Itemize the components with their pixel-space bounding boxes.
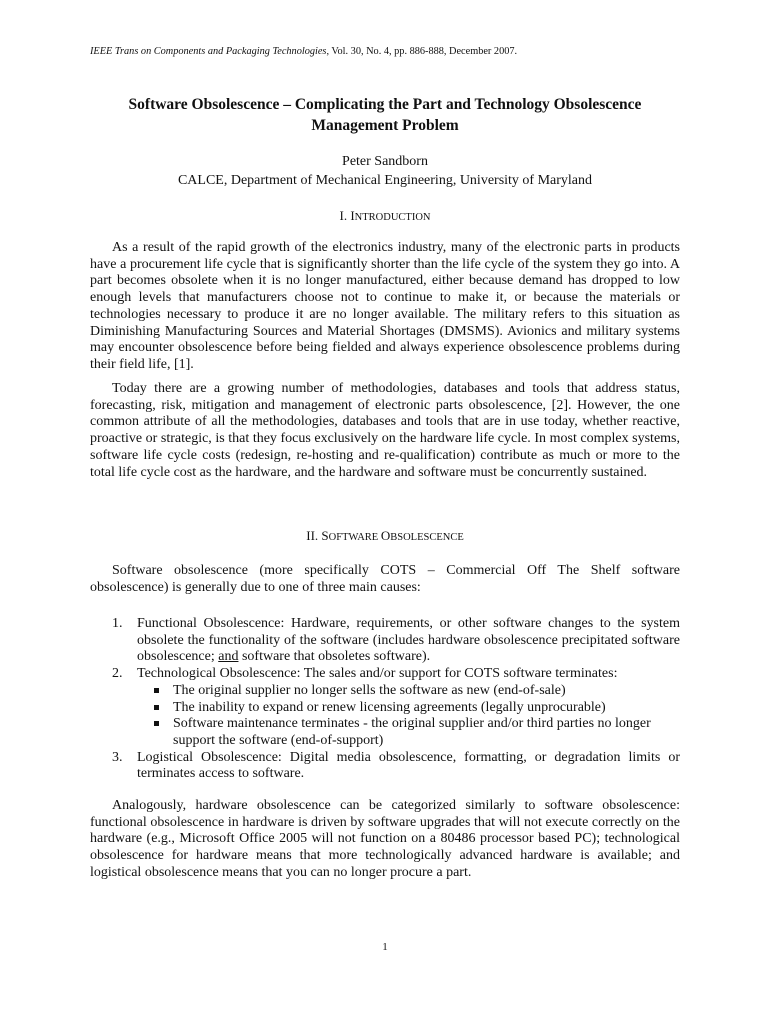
paragraph-intro-1 <box>90 240 680 374</box>
causes-list <box>90 616 680 783</box>
title-line-2: Management Problem <box>311 117 459 134</box>
square-bullet-icon <box>154 688 159 693</box>
list-item <box>90 666 680 750</box>
section-heading-introduction <box>90 208 680 226</box>
bullet-item <box>137 700 680 717</box>
section-second-letter: O <box>380 528 391 543</box>
paragraph-text: Software obsolescence (more specifically COTS – Commercial Off The Shelf software obsolescence) is generally due to one of three main causes: <box>90 563 680 595</box>
paragraph-text: Today there are a growing number of methodologies, databases and tools that address status, forecasting, risk, mitigation and management of electronic parts obsolescence, [2]. However, the one common attribute of all the methodologies, databases and tools that are in use today, whether reactive, proactive or strategic, is that they focus exclusively on the hardware life cycle. In most complex systems, software life cycle costs (redesign, re-hosting and re-qualification) contribute as much or more to the total life cycle cost as the hardware, and the hardware and software must be concurrently sustained. <box>90 381 680 480</box>
bullet-text: Software maintenance terminates - the original supplier and/or third parties no longer support the software (end-of-support) <box>173 716 651 748</box>
section-rest: NTRODUCTION <box>354 212 431 223</box>
citation-details: , Vol. 30, No. 4, pp. 886-888, December 2007. <box>326 46 518 57</box>
section-first-letter: S <box>321 528 329 543</box>
section-first-letter: I <box>350 208 355 223</box>
list-text: Logistical Obsolescence: Digital media obsolescence, formatting, or degradation limits or terminates access to software. <box>137 749 680 782</box>
title-line-1: Software Obsolescence – Complicating the Part and Technology Obsolescence <box>128 96 642 113</box>
section-number: II. <box>306 528 322 543</box>
paragraph-software-1 <box>90 563 680 596</box>
bullet-text: The inability to expand or renew licensing agreements (legally unprocurable) <box>173 699 606 715</box>
list-text-after: software that obsoletes software). <box>238 649 431 665</box>
journal-name: IEEE Trans on Components and Packaging Technologies <box>90 46 327 57</box>
square-bullet-icon <box>154 721 159 726</box>
section-rest-2: BSOLESCENCE <box>390 532 464 543</box>
paper-title <box>90 94 680 136</box>
bullet-text: The original supplier no longer sells the software as new (end-of-sale) <box>173 682 566 698</box>
author-block <box>90 152 680 190</box>
paragraph-text: As a result of the rapid growth of the electronics industry, many of the electronic parts in products have a procurement life cycle that is significantly shorter than the life cycle of the system they go into. A part becomes obsolete when it is no longer manufactured, either because demand has dropped to low enough levels that manufacturers choose not to continue to make it, or because the materials or technologies necessary to produce it are no longer available. The military refers to this situation as Diminishing Manufacturing Sources and Material Shortages (DMSMS). Avionics and military systems may encounter obsolescence before being fielded and always experience obsolescence problems during their field life, [1]. <box>90 240 680 372</box>
list-number: 3. <box>112 749 123 765</box>
section-number: I. <box>339 208 351 223</box>
author-affiliation: CALCE, Department of Mechanical Engineering, University of Maryland <box>177 173 593 188</box>
paragraph-intro-2 <box>90 381 680 481</box>
section-heading-software-obsolescence <box>90 528 680 546</box>
list-item <box>90 750 680 783</box>
section-rest-1: OFTWARE <box>328 532 381 543</box>
underlined-word: and <box>218 649 239 665</box>
sub-bullet-list <box>137 683 680 750</box>
paragraph-software-2 <box>90 798 680 882</box>
list-number: 1. <box>112 616 123 631</box>
list-text: Technological Obsolescence: The sales and/or support for COTS software terminates: <box>137 666 618 682</box>
journal-citation <box>90 45 680 59</box>
list-number: 2. <box>112 666 123 682</box>
bullet-item <box>137 683 680 700</box>
paragraph-text: Analogously, hardware obsolescence can be categorized similarly to software obsolescence: functional obsolescence in hardware is driven by software upgrades that will not execute correctly on the hardware (e.g., Microsoft Office 2005 will not function on a 80486 processor based PC); technological obsolescence for hardware means that more technologically advanced hardware is available; and logistical obsolescence means that you can no longer procure a part. <box>90 798 680 880</box>
square-bullet-icon <box>154 705 159 710</box>
author-name: Peter Sandborn <box>342 154 428 169</box>
bullet-item <box>137 716 680 749</box>
list-text: Functional Obsolescence: Hardware, requirements, or other software changes to the system obsolete the functionality of the software (includes hardware obsolescence precipitated software obsolescence; <box>137 616 680 665</box>
page-number: 1 <box>382 941 388 953</box>
list-item <box>90 616 680 666</box>
